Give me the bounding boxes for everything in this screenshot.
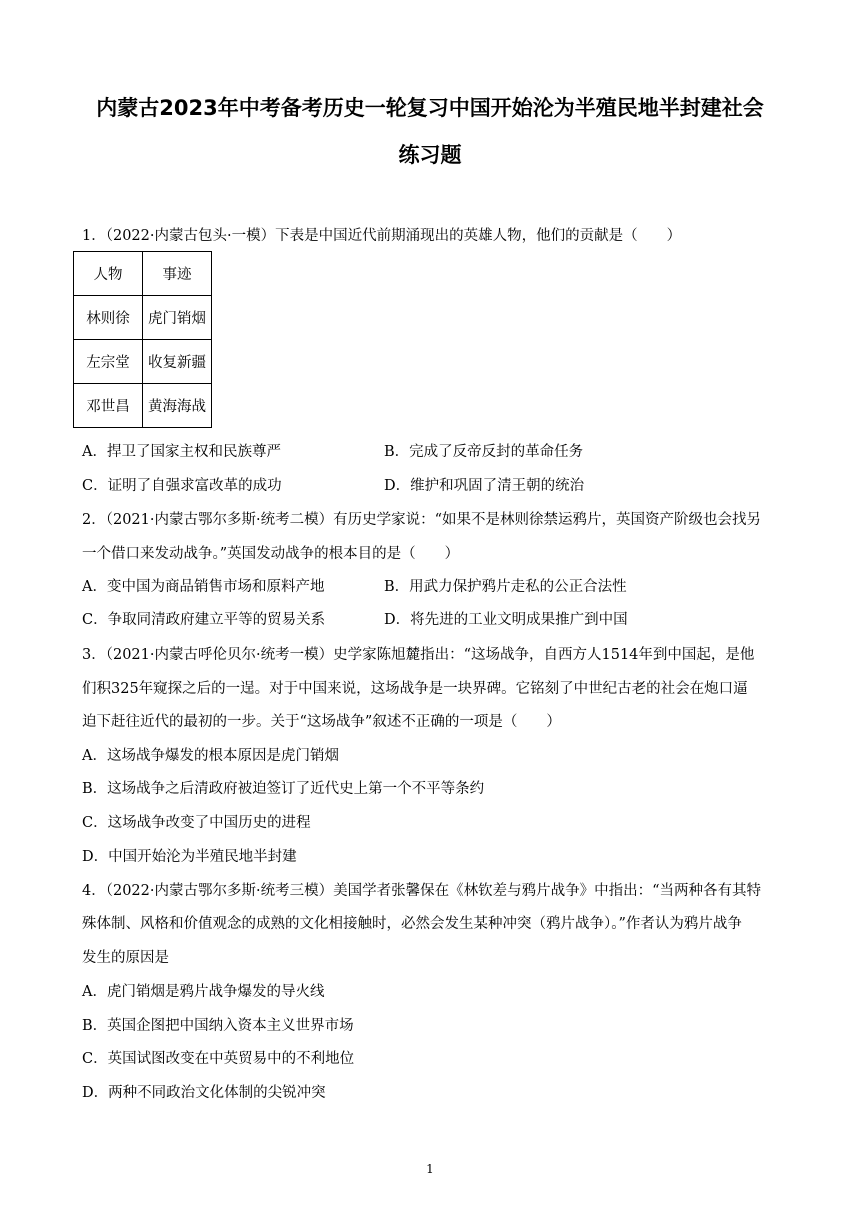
document-title-line2: 练习题 bbox=[398, 143, 462, 167]
q1-option-b: B．完成了反帝反封的革命任务 bbox=[384, 444, 584, 460]
table-cell: 虎门销烟 bbox=[143, 296, 212, 340]
q3-stem-line1: 3．（2021·内蒙古呼伦贝尔·统考一模）史学家陈旭麓指出：“这场战争，自西方人1514年到中国起，是他 bbox=[82, 647, 755, 663]
q2-option-c: C．争取同清政府建立平等的贸易关系 bbox=[82, 612, 326, 628]
q4-option-a: A．虎门销烟是鸦片战争爆发的导火线 bbox=[82, 984, 325, 1000]
q4-option-d: D．两种不同政治文化体制的尖锐冲突 bbox=[82, 1085, 326, 1101]
q1-option-d: D．维护和巩固了清王朝的统治 bbox=[384, 478, 585, 494]
document-title-line1: 内蒙古2023年中考备考历史一轮复习中国开始沦为半殖民地半封建社会 bbox=[96, 96, 764, 120]
q2-option-a: A．变中国为商品销售市场和原料产地 bbox=[82, 579, 325, 595]
q2-stem-line1: 2．（2021·内蒙古鄂尔多斯·统考二模）有历史学家说：“如果不是林则徐禁运鸦片，英国资产阶级也会找另 bbox=[82, 512, 762, 528]
q3-option-b: B．这场战争之后清政府被迫签订了近代史上第一个不平等条约 bbox=[82, 781, 485, 797]
q4-stem-line3: 发生的原因是 bbox=[82, 950, 169, 966]
table-cell: 邓世昌 bbox=[74, 384, 143, 428]
table-cell: 左宗堂 bbox=[74, 340, 143, 384]
table-row bbox=[74, 384, 212, 428]
q3-stem-line3: 迫下赶往近代的最初的一步。关于“这场战争”叙述不正确的一项是（ ） bbox=[82, 714, 561, 730]
q3-option-d: D．中国开始沦为半殖民地半封建 bbox=[82, 849, 297, 865]
table-row bbox=[74, 340, 212, 384]
q2-option-d: D．将先进的工业文明成果推广到中国 bbox=[384, 612, 628, 628]
q2-option-b: B．用武力保护鸦片走私的公正合法性 bbox=[384, 579, 627, 595]
q2-stem-line2: 一个借口来发动战争。”英国发动战争的根本目的是（ ） bbox=[82, 546, 460, 562]
table-cell: 收复新疆 bbox=[143, 340, 212, 384]
page-number: 1 bbox=[426, 1162, 434, 1176]
q3-option-c: C．这场战争改变了中国历史的进程 bbox=[82, 815, 311, 831]
table-row bbox=[74, 252, 212, 296]
q3-option-a: A．这场战争爆发的根本原因是虎门销烟 bbox=[82, 748, 339, 764]
table-header-cell: 人物 bbox=[74, 252, 143, 296]
table-header-cell: 事迹 bbox=[143, 252, 212, 296]
q4-stem-line1: 4．（2022·内蒙古鄂尔多斯·统考三模）美国学者张馨保在《林钦差与鸦片战争》中指出：“当两种各有其特 bbox=[82, 883, 762, 899]
q4-option-b: B．英国企图把中国纳入资本主义世界市场 bbox=[82, 1018, 354, 1034]
table-row bbox=[74, 296, 212, 340]
table-cell: 黄海海战 bbox=[143, 384, 212, 428]
q4-stem-line2: 殊体制、风格和价值观念的成熟的文化相接触时，必然会发生某种冲突（鸦片战争）。”作者认为鸦片战争 bbox=[82, 916, 742, 932]
q4-option-c: C．英国试图改变在中英贸易中的不利地位 bbox=[82, 1051, 355, 1067]
q1-table bbox=[73, 251, 212, 428]
q3-stem-line2: 们积325年窥探之后的一逞。对于中国来说，这场战争是一块界碑。它铭刻了中世纪古老的社会在炮口逼 bbox=[82, 681, 748, 697]
table-cell: 林则徐 bbox=[74, 296, 143, 340]
q1-stem: 1．（2022·内蒙古包头·一模）下表是中国近代前期涌现出的英雄人物，他们的贡献是（ ） bbox=[82, 228, 682, 244]
q1-option-a: A．捍卫了国家主权和民族尊严 bbox=[82, 444, 281, 460]
q1-option-c: C．证明了自强求富改革的成功 bbox=[82, 478, 282, 494]
